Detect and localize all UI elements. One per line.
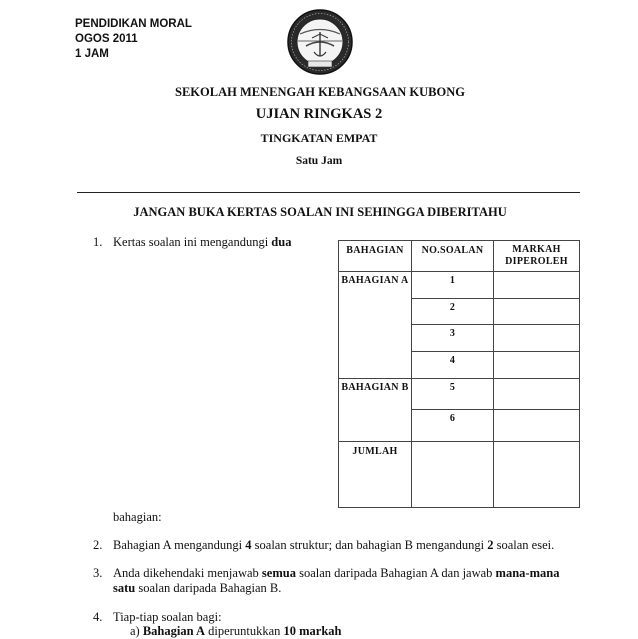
exam-duration: Satu Jam bbox=[295, 155, 343, 167]
instruction-4-number: 4. bbox=[93, 610, 103, 624]
subject-label: PENDIDIKAN MORAL bbox=[75, 18, 192, 30]
instruction-1-continuation: bahagian: bbox=[113, 510, 162, 524]
duration-label: 1 JAM bbox=[75, 48, 109, 60]
marks-cell bbox=[494, 410, 580, 442]
total-label-cell: JUMLAH bbox=[339, 442, 412, 508]
instruction-1-number: 1. bbox=[93, 235, 103, 249]
section-b-cell: BAHAGIAN B bbox=[339, 379, 412, 442]
question-number: 2 bbox=[412, 299, 494, 325]
col-header-question-no: NO.SOALAN bbox=[412, 241, 494, 272]
question-number: 5 bbox=[412, 379, 494, 410]
instruction-2-text: Bahagian A mengandungi 4 soalan struktur; dan bahagian B mengandungi 2 soalan esei. bbox=[113, 538, 555, 552]
instruction-4-subitem: a) Bahagian A diperuntukkan 10 markah bbox=[130, 624, 342, 638]
date-label: OGOS 2011 bbox=[75, 33, 138, 45]
instruction-1-text: Kertas soalan ini mengandungi dua bbox=[113, 235, 292, 249]
exam-title: UJIAN RINGKAS 2 bbox=[255, 106, 383, 122]
question-number: 1 bbox=[412, 272, 494, 299]
marks-cell bbox=[494, 272, 580, 299]
marks-table bbox=[338, 240, 580, 508]
form-level: TINGKATAN EMPAT bbox=[260, 131, 378, 145]
col-header-marks: MARKAH DIPEROLEH bbox=[494, 241, 580, 272]
instruction-3-text: Anda dikehendaki menjawab semua soalan daripada Bahagian A dan jawab mana-mana satu soalan daripada Bahagian B. bbox=[113, 566, 560, 595]
question-number: 3 bbox=[412, 325, 494, 352]
school-name: SEKOLAH MENENGAH KEBANGSAAN KUBONG bbox=[175, 85, 465, 99]
question-number: 4 bbox=[412, 352, 494, 379]
section-a-cell: BAHAGIAN A bbox=[339, 272, 412, 379]
marks-cell bbox=[494, 352, 580, 379]
document-header bbox=[75, 17, 192, 62]
instruction-4-text: Tiap-tiap soalan bagi: bbox=[113, 610, 222, 624]
marks-cell bbox=[494, 325, 580, 352]
marks-cell bbox=[494, 379, 580, 410]
instruction-3-number: 3. bbox=[93, 566, 103, 580]
col-header-section: BAHAGIAN bbox=[339, 241, 412, 272]
horizontal-divider bbox=[77, 192, 580, 193]
marks-cell bbox=[494, 299, 580, 325]
total-blank-cell bbox=[412, 442, 494, 508]
question-number: 6 bbox=[412, 410, 494, 442]
warning-notice: JANGAN BUKA KERTAS SOALAN INI SEHINGGA DIBERITAHU bbox=[133, 205, 507, 219]
total-marks-cell bbox=[494, 442, 580, 508]
school-crest-logo bbox=[286, 8, 354, 76]
instruction-2-number: 2. bbox=[93, 538, 103, 552]
